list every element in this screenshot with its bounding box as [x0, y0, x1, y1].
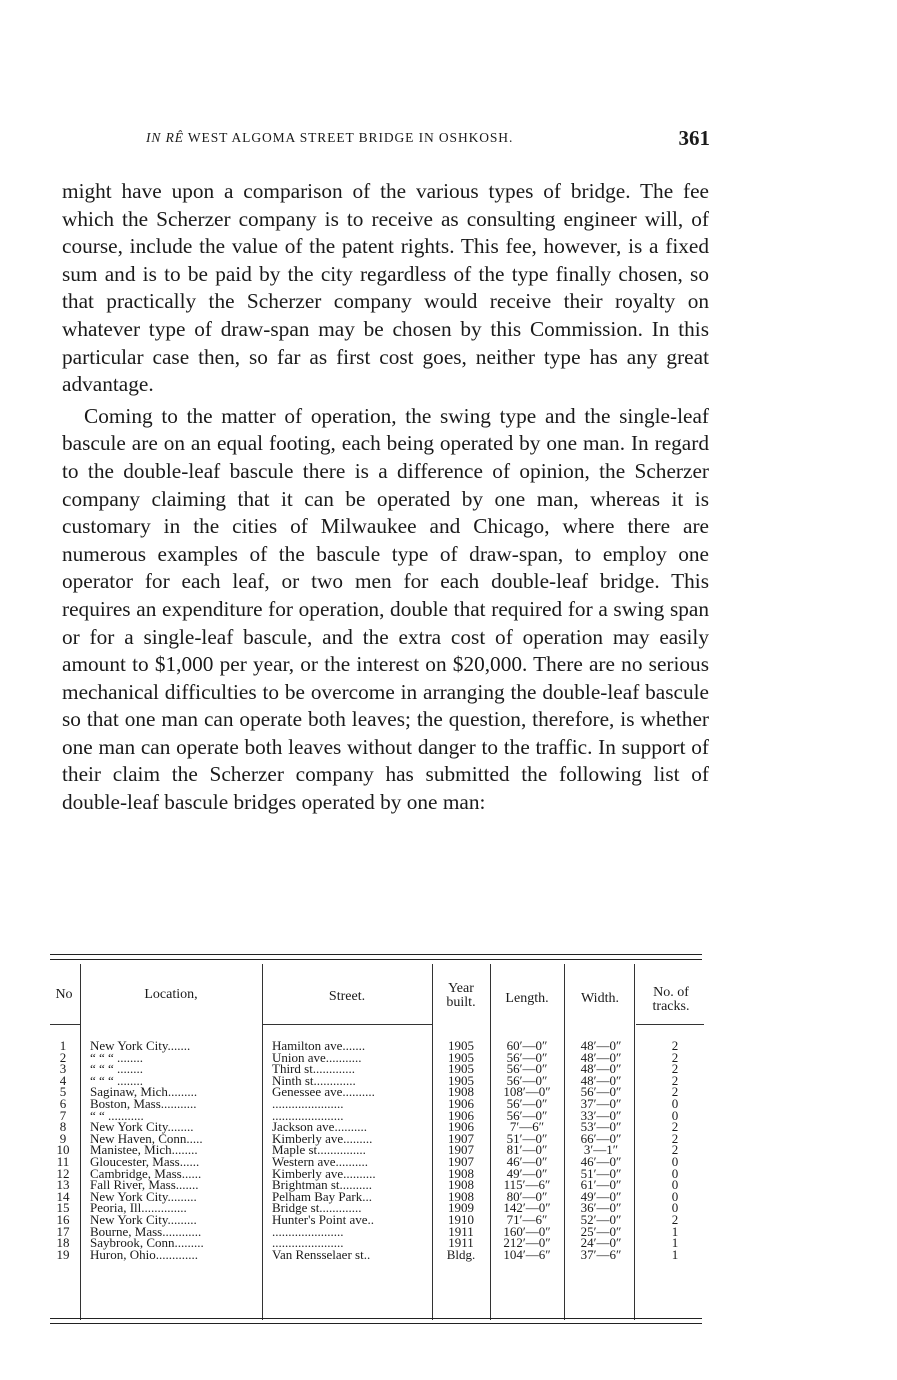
cell-tracks: 2 [671, 1212, 679, 1227]
table-row [50, 1246, 706, 1262]
cell-tracks: 0 [671, 1188, 679, 1204]
cell-length: 81′—0″ [506, 1142, 548, 1158]
cell-location: Peoria, Ill.............. [90, 1200, 187, 1216]
cell-location: “ “ “ ........ [90, 1072, 144, 1088]
cell-year: 1909 [448, 1200, 474, 1216]
header-year-line2: built. [446, 995, 476, 1010]
cell-year: Bldg. [446, 1246, 476, 1262]
cell-location: “ “ “ ........ [90, 1049, 144, 1065]
cell-no: 10 [56, 1142, 70, 1158]
cell-location: New Haven, Conn..... [90, 1130, 203, 1146]
cell-width: 3′—1″ [583, 1142, 619, 1158]
cell-no: 2 [59, 1049, 67, 1065]
cell-length: 46′—0″ [506, 1154, 548, 1169]
cell-street: Genessee ave.......... [272, 1084, 375, 1100]
cell-width: 51′—0″ [580, 1165, 622, 1181]
cell-location: Huron, Ohio............. [90, 1246, 198, 1262]
cell-no: 18 [56, 1235, 70, 1251]
cell-width: 56′—0″ [580, 1084, 622, 1100]
cell-year: 1906 [448, 1119, 474, 1135]
cell-no: 5 [59, 1084, 67, 1100]
cell-tracks: 0 [671, 1200, 679, 1216]
running-head-text: WEST ALGOMA STREET BRIDGE IN OSHKOSH. [187, 130, 514, 145]
cell-length: 212′—0″ [503, 1235, 551, 1251]
header-location: Location, [144, 987, 198, 1002]
header-tracks [636, 986, 706, 1014]
cell-tracks: 2 [671, 1061, 679, 1077]
cell-width: 33′—0″ [580, 1107, 622, 1123]
table-bottom-rule-inner [50, 1323, 702, 1324]
cell-year: 1908 [448, 1084, 474, 1100]
cell-length: 56′—0″ [506, 1061, 548, 1077]
cell-no: 15 [56, 1200, 70, 1216]
cell-length: 56′—0″ [506, 1107, 548, 1123]
cell-year: 1905 [448, 1061, 474, 1077]
cell-no: 3 [59, 1061, 67, 1077]
cell-width: 24′—0″ [580, 1235, 622, 1251]
page-number: 361 [678, 126, 710, 150]
cell-length: 115′—6″ [503, 1177, 551, 1193]
cell-length: 71′—6″ [506, 1212, 548, 1227]
header-street: Street. [328, 989, 366, 1004]
cell-length: 56′—0″ [506, 1049, 548, 1065]
header-width: Width. [581, 991, 619, 1006]
cell-street: Brightman st.......... [272, 1177, 373, 1193]
cell-year: 1907 [448, 1154, 474, 1169]
cell-location: Cambridge, Mass...... [90, 1165, 202, 1181]
cell-length: 60′—0″ [506, 1038, 548, 1053]
cell-width: 48′—0″ [580, 1061, 622, 1077]
cell-street: ...................... [272, 1096, 344, 1111]
cell-no: 7 [59, 1107, 67, 1123]
cell-width: 66′—0″ [580, 1130, 622, 1146]
cell-width: 49′—0″ [580, 1188, 622, 1204]
cell-length: 7′—6″ [509, 1119, 545, 1135]
cell-length: 108′—0″ [503, 1084, 551, 1100]
paragraph-1: might have upon a comparison of the various types of bridge. The fee which the Scherzer company is to receive as consulting engineer will, of course, include the value of the patent rights. This fee, however, is a fixed sum and is to be paid by the city regardless of the type finally chosen, so that practically the Scherzer company would receive their royalty on whatever type of draw-span may be chosen by this Commission. In this particular case then, so far as first cost goes, neither type has any great advantage. [62, 179, 709, 397]
cell-length: 56′—0″ [506, 1096, 548, 1111]
cell-year: 1911 [448, 1235, 474, 1251]
cell-width: 37′—6″ [580, 1246, 622, 1262]
cell-location: “ “ “ ........ [90, 1061, 144, 1077]
cell-street: Third st............. [272, 1061, 356, 1077]
cell-location: Saginaw, Mich......... [90, 1084, 198, 1100]
cell-street: Jackson ave.......... [272, 1119, 367, 1135]
cell-length: 49′—0″ [506, 1165, 548, 1181]
cell-location: Fall River, Mass....... [90, 1177, 199, 1193]
header-tracks-line2: tracks. [652, 999, 690, 1014]
header-tracks-line1: No. of [653, 985, 689, 1000]
header-year [434, 982, 488, 1010]
cell-tracks: 2 [671, 1119, 679, 1135]
cell-street: Van Rensselaer st.. [272, 1246, 371, 1262]
paragraph-2: Coming to the matter of operation, the swing type and the single-leaf bascule are on an equal footing, each being operated by one man. In regard to the double-leaf bascule there is a difference of opinion, the Scherzer company claiming that it can be operated by one man, whereas it is customary in the cities of Milwaukee and Chicago, where there are numerous examples of the bascule type of draw-span, to employ one operator for each leaf, or two men for each double-leaf bridge. This requires an expenditure for operation, double that required for a swing span or for a single-leaf bascule, and the extra cost of operation may easily amount to $1,000 per year, or the interest on $20,000. There are no serious mechanical difficulties to be overcome in arranging the double-leaf bascule so that one man can operate both leaves; the question, therefore, is whether one man can operate both leaves without danger to the traffic. In support of their claim the Scherzer company has submitted the following list of double-leaf bascule bridges operated by one man: [62, 403, 709, 815]
cell-year: 1907 [448, 1130, 474, 1146]
cell-width: 53′—0″ [580, 1119, 622, 1135]
cell-tracks: 2 [671, 1084, 679, 1100]
cell-location: New York City......... [90, 1188, 197, 1204]
cell-street: Kimberly ave.......... [272, 1165, 376, 1181]
header-rule [262, 1024, 432, 1025]
header-rule [50, 1024, 80, 1025]
cell-street: Western ave.......... [272, 1154, 369, 1169]
cell-location: Saybrook, Conn......... [90, 1235, 204, 1251]
table-top-rule [50, 954, 702, 955]
cell-location: Bourne, Mass............ [90, 1223, 202, 1239]
table-bottom-rule [50, 1318, 702, 1319]
cell-year: 1905 [448, 1038, 474, 1053]
cell-location: New York City........ [90, 1119, 194, 1135]
cell-street: Ninth st............. [272, 1072, 356, 1088]
cell-street: Pelham Bay Park... [272, 1188, 373, 1204]
cell-no: 16 [56, 1212, 70, 1227]
cell-year: 1906 [448, 1107, 474, 1123]
cell-year: 1911 [448, 1223, 474, 1239]
cell-tracks: 0 [671, 1165, 679, 1181]
table-top-rule-inner [50, 959, 702, 960]
cell-width: 25′—0″ [580, 1223, 622, 1239]
cell-width: 48′—0″ [580, 1038, 622, 1053]
header-year-line1: Year [448, 981, 474, 996]
cell-tracks: 2 [671, 1142, 679, 1158]
cell-street: ...................... [272, 1223, 344, 1239]
cell-location: Manistee, Mich........ [90, 1142, 198, 1158]
cell-length: 142′—0″ [503, 1200, 551, 1216]
cell-street: Union ave........... [272, 1049, 362, 1065]
header-length: Length. [505, 991, 549, 1006]
cell-width: 46′—0″ [580, 1154, 622, 1169]
cell-year: 1910 [448, 1212, 474, 1227]
cell-tracks: 1 [671, 1246, 679, 1262]
cell-year: 1907 [448, 1142, 474, 1158]
cell-tracks: 2 [671, 1049, 679, 1065]
cell-width: 36′—0″ [580, 1200, 622, 1216]
cell-year: 1905 [448, 1072, 474, 1088]
body-text [62, 178, 709, 817]
cell-location: New York City......... [90, 1212, 197, 1227]
cell-length: 51′—0″ [506, 1130, 548, 1146]
cell-tracks: 1 [671, 1235, 679, 1251]
cell-length: 104′—6″ [503, 1246, 551, 1262]
cell-year: 1906 [448, 1096, 474, 1111]
cell-length: 80′—0″ [506, 1188, 548, 1204]
cell-width: 52′—0″ [580, 1212, 622, 1227]
header-no: No [55, 987, 73, 1002]
cell-no: 11 [56, 1154, 70, 1169]
cell-location: New York City....... [90, 1038, 191, 1053]
cell-width: 48′—0″ [580, 1049, 622, 1065]
cell-no: 17 [56, 1223, 70, 1239]
cell-no: 13 [56, 1177, 70, 1193]
cell-width: 37′—0″ [580, 1096, 622, 1111]
cell-tracks: 2 [671, 1038, 679, 1053]
running-head-prefix: IN RÊ [146, 130, 184, 145]
cell-no: 8 [59, 1119, 67, 1135]
cell-street: Kimberly ave......... [272, 1130, 373, 1146]
cell-location: Gloucester, Mass...... [90, 1154, 200, 1169]
cell-location: Boston, Mass........... [90, 1096, 197, 1111]
bridge-table [50, 954, 706, 1334]
cell-year: 1908 [448, 1177, 474, 1193]
cell-width: 61′—0″ [580, 1177, 622, 1193]
cell-street: Bridge st............. [272, 1200, 362, 1216]
cell-length: 56′—0″ [506, 1072, 548, 1088]
cell-year: 1908 [448, 1165, 474, 1181]
cell-street: Hamilton ave....... [272, 1038, 366, 1053]
cell-tracks: 0 [671, 1107, 679, 1123]
cell-tracks: 1 [671, 1223, 679, 1239]
cell-length: 160′—0″ [503, 1223, 551, 1239]
cell-street: Hunter's Point ave.. [272, 1212, 374, 1227]
running-head-title [146, 130, 513, 146]
cell-no: 14 [56, 1188, 70, 1204]
running-header [110, 126, 710, 156]
cell-tracks: 2 [671, 1072, 679, 1088]
cell-width: 48′—0″ [580, 1072, 622, 1088]
cell-year: 1908 [448, 1188, 474, 1204]
cell-street: Maple st............... [272, 1142, 366, 1158]
cell-year: 1905 [448, 1049, 474, 1065]
cell-no: 12 [56, 1165, 70, 1181]
cell-tracks: 0 [671, 1177, 679, 1193]
cell-location: “ “ ........... [90, 1107, 144, 1123]
cell-no: 6 [59, 1096, 67, 1111]
cell-no: 19 [56, 1246, 70, 1262]
cell-street: ...................... [272, 1235, 344, 1251]
header-rule [636, 1024, 704, 1025]
cell-street: ...................... [272, 1107, 344, 1123]
cell-tracks: 0 [671, 1096, 679, 1111]
cell-tracks: 0 [671, 1154, 679, 1169]
cell-no: 4 [59, 1072, 67, 1088]
cell-no: 9 [59, 1130, 67, 1146]
cell-tracks: 2 [671, 1130, 679, 1146]
cell-no: 1 [59, 1038, 67, 1053]
